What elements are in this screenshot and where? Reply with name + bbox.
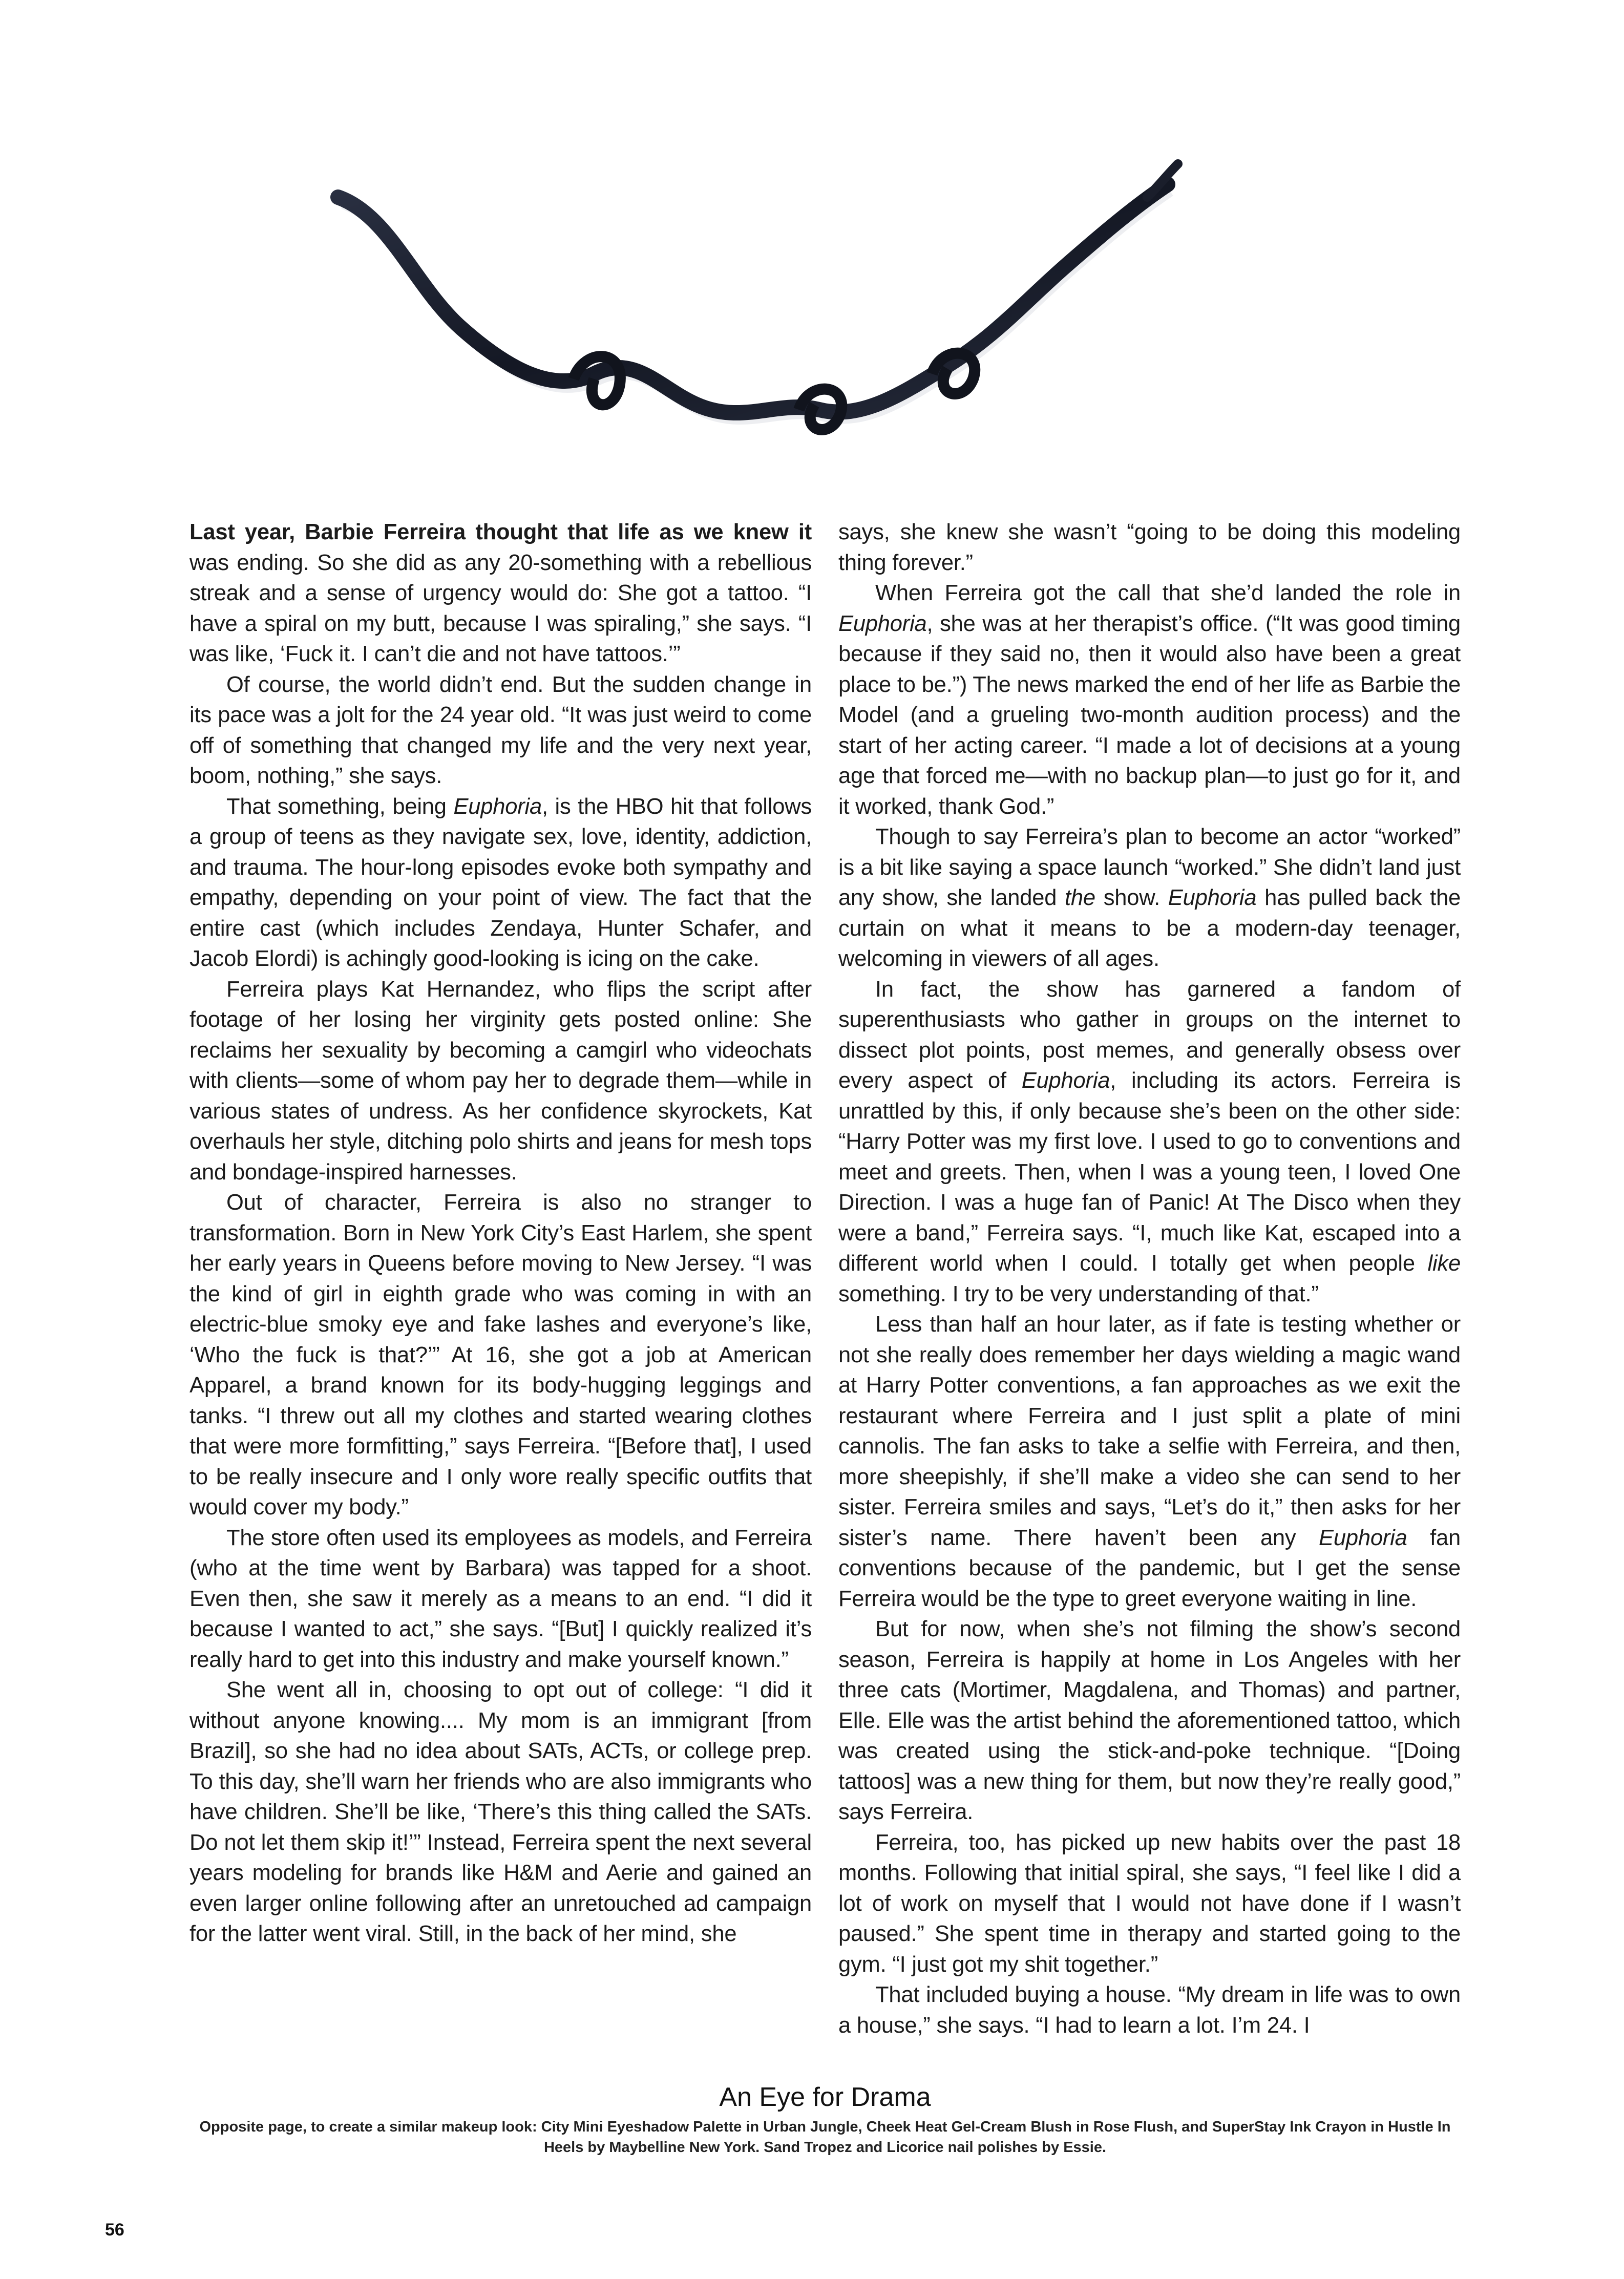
lead-in: Last year, Barbie Ferreira thought that life as we knew it [189, 520, 812, 544]
paragraph: Ferreira plays Kat Hernandez, who flips the script after footage of her losing her virginity gets posted online: She reclaims her sexuality by becoming a camgirl who videochats with clients—some of whom pay her to degrade them—while in various states of undress. As her confidence skyrockets, Kat overhauls her style, ditching polo shirts and jeans for mesh tops and bondage-inspired harnesses. [189, 977, 812, 1185]
paragraph: The store often used its employees as models, and Ferreira (who at the time went by Barbara) was tapped for a shoot. Even then, she saw it merely as a means to an end. “I did it because I wanted to act,” she says. “[But] I quickly realized it’s really hard to get into this industry and make yourself known.” [189, 1525, 812, 1672]
paragraph: Last year, Barbie Ferreira thought that life as we knew it was ending. So she did as any 20-something with a rebellious streak and a sense of urgency would do: She got a tattoo. “I have a spiral on my butt, because I was spiraling,” she says. “I was like, ‘Fuck it. I can’t die and not have tattoos.’” [189, 520, 812, 666]
paragraph: When Ferreira got the call that she’d landed the role in Euphoria, she was at her therapist’s office. (“It was good timing because if they said no, then it would also have been a great place to be.”) The news marked the end of her life as Barbie the Model (and a grueling two-month audition process) and the start of her acting career. “I made a lot of decisions at a young age that forced me—with no backup plan—to just go for it, and it worked, thank God.” [838, 581, 1461, 819]
paragraph: In fact, the show has garnered a fandom of superenthusiasts who gather in groups on the internet to dissect plot points, post memes, and generally obsess over every aspect of Euphoria, including its actors. Ferreira is unrattled by this, if only because she’s been on the other side: “Harry Potter was my first love. I used to go to conventions and meet and greets. Then, when I was a young teen, I loved One Direction. I was a huge fan of Panic! At The Disco when they were a band,” Ferreira says. “I, much like Kat, escaped into a different world when I could. I totally get when people like something. I try to be very understanding of that.” [838, 977, 1461, 1306]
page-number: 56 [105, 2220, 124, 2240]
paragraph: Less than half an hour later, as if fate is testing whether or not she really does remember her days wielding a magic wand at Harry Potter conventions, a fan approaches as we exit the restaurant where Ferreira and I just split a plate of mini cannolis. The fan asks to take a selfie with Ferreira, and then, more sheepishly, if she’ll make a video she can send to her sister. Ferreira smiles and says, “Let’s do it,” then asks for her sister’s name. There haven’t been any Euphoria fan conventions because of the pandemic, but I get the sense Ferreira would be the type to greet everyone waiting in line. [838, 1312, 1461, 1611]
paragraph: Of course, the world didn’t end. But the sudden change in its pace was a jolt for the 24 year old. “It was just weird to come off of something that changed my life and the very next year, boom, nothing,” she says. [189, 672, 812, 788]
article-column-left [189, 517, 812, 1950]
article-column-right [838, 517, 1461, 2041]
ribbon-shadow [342, 194, 1172, 422]
paragraph: That something, being Euphoria, is the HBO hit that follows a group of teens as they navigate sex, love, identity, addiction, and trauma. The hour-long episodes evoke both sympathy and empathy, depending on your point of view. The fact that the entire cast (which includes Zendaya, Hunter Schafer, and Jacob Elordi) is achingly good-looking is icing on the cake. [189, 794, 812, 971]
paragraph: That included buying a house. “My dream in life was to own a house,” she says. “I had to learn a lot. I’m 24. I [838, 1982, 1461, 2038]
photo-caption [189, 2082, 1461, 2158]
paragraph: But for now, when she’s not filming the show’s second season, Ferreira is happily at home in Los Angeles with her three cats (Mortimer, Magdalena, and Thomas) and partner, Elle. Elle was the artist behind the aforementioned tattoo, which was created using the stick-and-poke technique. “[Doing tattoos] was a new thing for them, but now they’re really good,” says Ferreira. [838, 1617, 1461, 1824]
paragraph: Out of character, Ferreira is also no stranger to transformation. Born in New York City’s East Harlem, she spent her early years in Queens before moving to New Jersey. “I was the kind of girl in eighth grade who was coming in with an electric-blue smoky eye and fake lashes and everyone’s like, ‘Who the fuck is that?’” At 16, she got a job at American Apparel, a brand known for its body-hugging leggings and tanks. “I threw out all my clothes and started wearing clothes that were more formfitting,” says Ferreira. “[Before that], I used to be really insecure and I only wore really specific outfits that would cover my body.” [189, 1190, 812, 1520]
ribbon-illustration [266, 154, 1291, 481]
paragraph: says, she knew she wasn’t “going to be doing this modeling thing forever.” [838, 520, 1461, 575]
paragraph: She went all in, choosing to opt out of college: “I did it without anyone knowing.... My mom is an immigrant [from Brazil], so she had no idea about SATs, ACTs, or college prep. To this day, she’ll warn her friends who are also immigrants who have children. She’ll be like, ‘There’s this thing called the SATs. Do not let them skip it!’” Instead, Ferreira spent the next several years modeling for brands like H&M and Aerie and gained an even larger online following after an unretouched ad campaign for the latter went viral. Still, in the back of her mind, she [189, 1678, 812, 1946]
caption-text: Opposite page, to create a similar makeup look: City Mini Eyeshadow Palette in Urban Jungle, Cheek Heat Gel-Cream Blush in Rose Flush, and SuperStay Ink Crayon in Hustle In Heels by Maybelline New York. Sand Tropez and Licorice nail polishes by Essie. [199, 2119, 1451, 2156]
paragraph: Ferreira, too, has picked up new habits over the past 18 months. Following that initial spiral, she says, “I feel like I did a lot of work on myself that I would not have done if I wasn’t paused.” She spent time in therapy and started going to the gym. “I just got my shit together.” [838, 1830, 1461, 1977]
paragraph: Though to say Ferreira’s plan to become an actor “worked” is a bit like saying a space launch “worked.” She didn’t land just any show, she landed the show. Euphoria has pulled back the curtain on what it means to be a modern-day teenager, welcoming in viewers of all ages. [838, 825, 1461, 971]
caption-title: An Eye for Drama [719, 2082, 931, 2112]
